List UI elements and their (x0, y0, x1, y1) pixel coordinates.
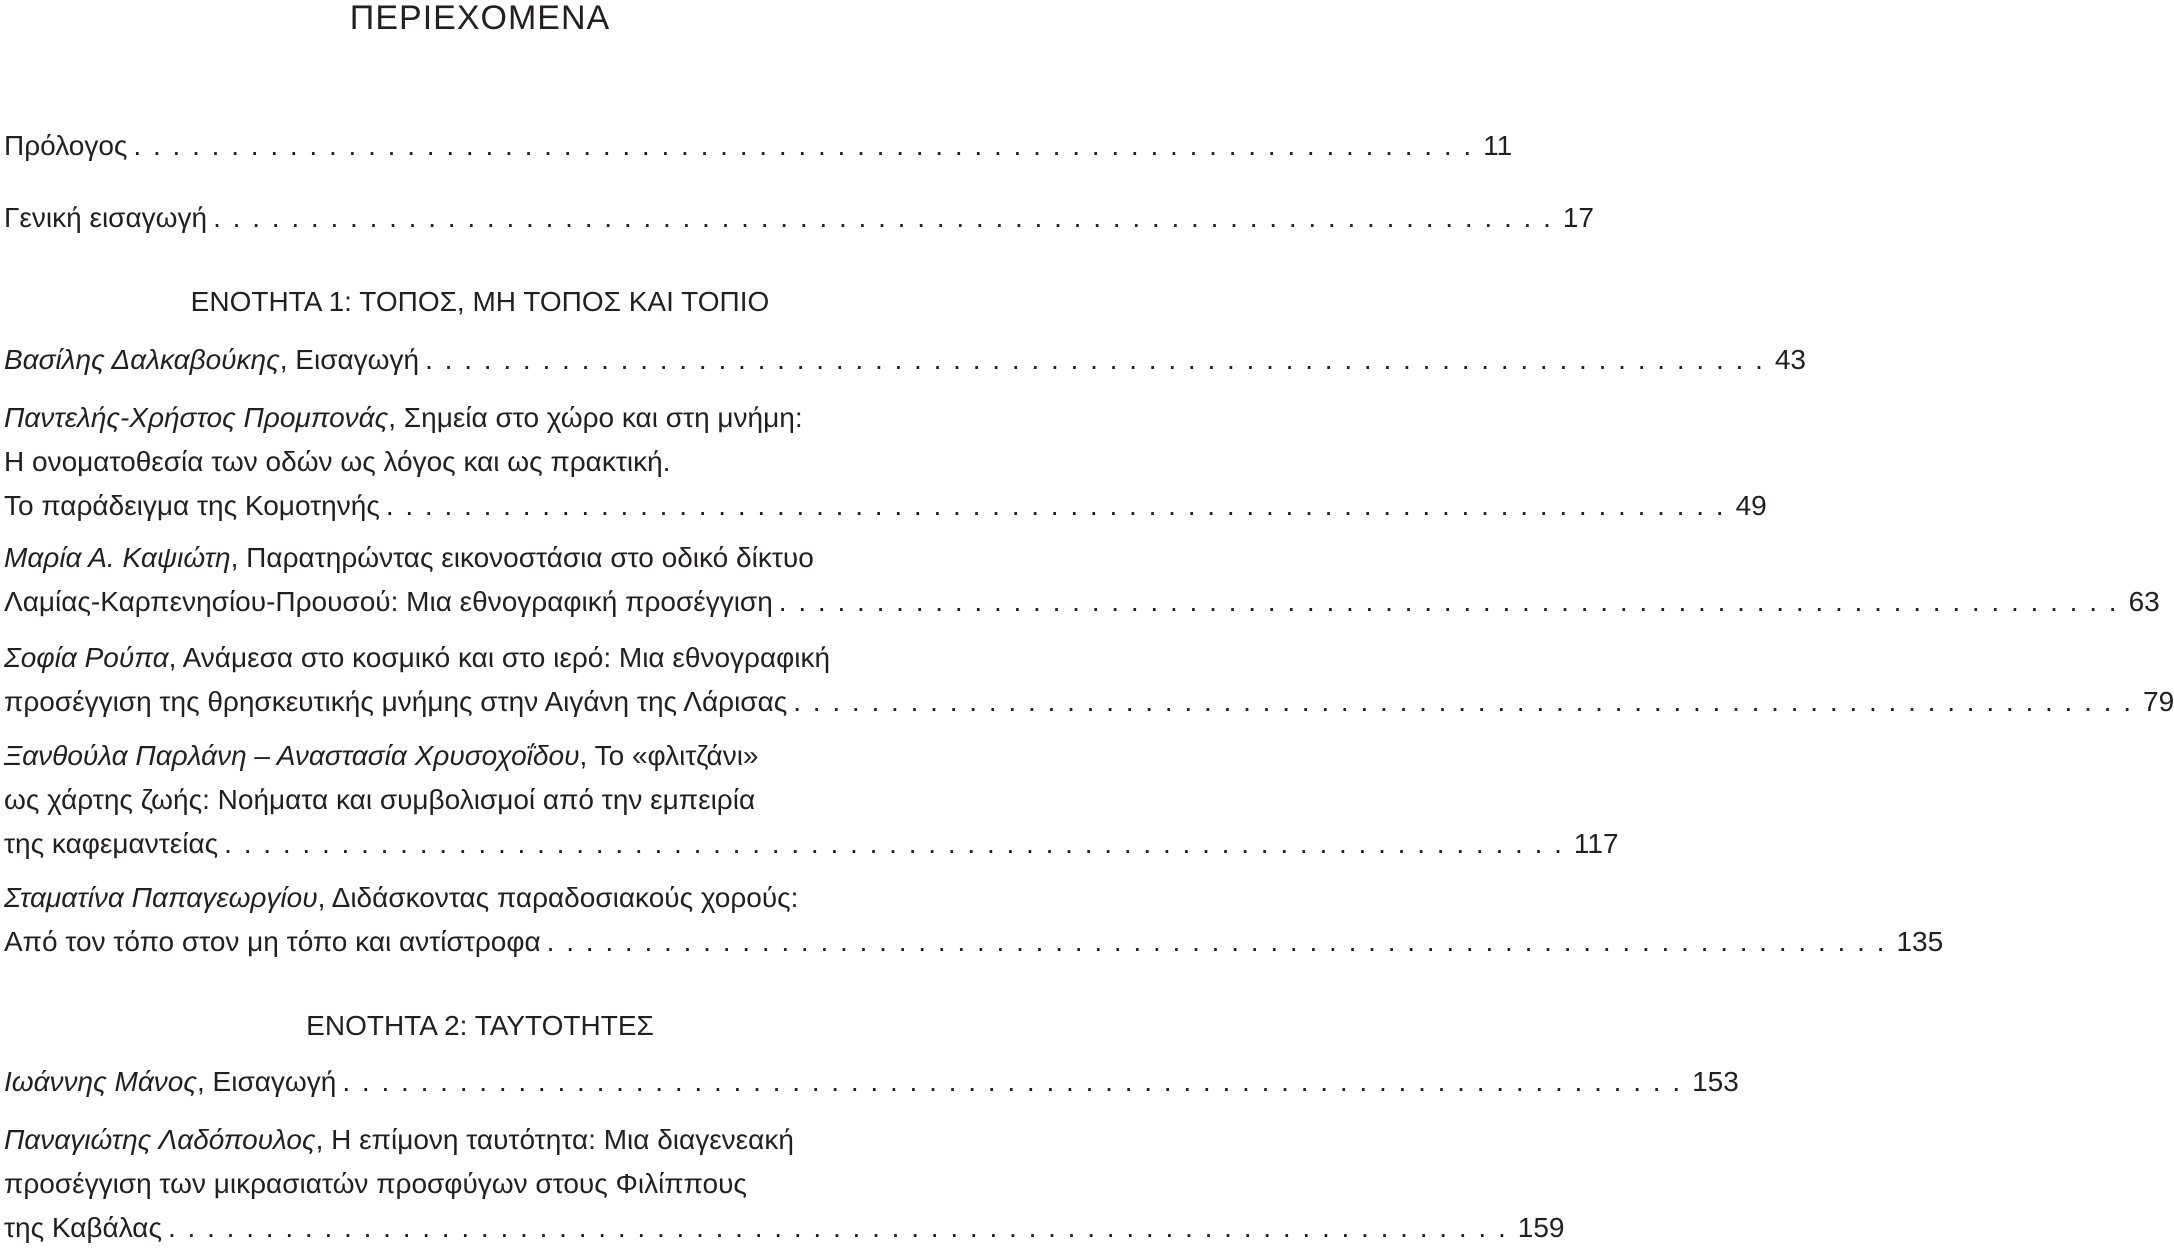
author-name: Βασίλης Δαλκαβούκης (4, 344, 280, 375)
page-number: 17 (1562, 202, 1595, 233)
page-number: 43 (1774, 344, 1807, 375)
toc-entry-title: , Εισαγωγή (196, 1066, 337, 1097)
toc-entry-title: , Παρατηρώντας εικονοστάσια στο οδικό δίκτυο (230, 542, 814, 573)
dot-leader: . . . . . . . . . . . . . . . . . . . . . . . . . . . . . . . . . . . . . . . . . . . . . . . . . . . . . . . . . . . . . . . . . . . . . (213, 202, 1553, 233)
toc-entry-title: , Διδάσκοντας παραδοσιακούς χορούς: (317, 882, 799, 913)
toc-entry-title: προσέγγιση της θρησκευτικής μνήμης στην Αιγάνη της Λάρισας (4, 686, 788, 717)
toc-entry-title: της καφεμαντείας (4, 828, 219, 859)
dot-leader: . . . . . . . . . . . . . . . . . . . . . . . . . . . . . . . . . . . . . . . . . . . . . . . . . . . . . . . . . . . . . . . . . . . . . (546, 926, 1887, 957)
toc-entry-prologue[interactable] (4, 124, 1513, 168)
page-number: 11 (1483, 130, 1513, 161)
toc-entry[interactable] (4, 536, 2160, 624)
dot-leader: . . . . . . . . . . . . . . . . . . . . . . . . . . . . . . . . . . . . . . . . . . . . . . . . . . . . . . . . . . . . . . . . . . . . . (793, 686, 2134, 717)
author-name: Μαρία Α. Καψιώτη (4, 542, 231, 573)
author-name: Ξανθούλα Παρλάνη – Αναστασία Χρυσοχοΐδου (4, 740, 580, 771)
page-number: 135 (1896, 926, 1944, 957)
page-title: ΠΕΡΙΕΧΟΜΕΝΑ (349, 0, 611, 37)
author-name: Παναγιώτης Λαδόπουλος (4, 1124, 316, 1155)
toc-entry-title: , Η επίμονη ταυτότητα: Μια διαγενεακή (315, 1124, 794, 1155)
toc-entry-title: της Καβάλας (4, 1212, 162, 1243)
dot-leader: . . . . . . . . . . . . . . . . . . . . . . . . . . . . . . . . . . . . . . . . . . . . . . . . . . . . . . . . . . . . . . . . . . . . . (224, 828, 1564, 859)
toc-entry[interactable] (4, 338, 1807, 382)
dot-leader: . . . . . . . . . . . . . . . . . . . . . . . . . . . . . . . . . . . . . . . . . . . . . . . . . . . . . . . . . . . . . . . . . . . . . (133, 130, 1474, 161)
author-name: Ιωάννης Μάνος (4, 1066, 197, 1097)
page-number: 153 (1692, 1066, 1739, 1097)
page-number: 79 (2143, 686, 2174, 717)
page-number: 159 (1517, 1212, 1565, 1243)
toc-entry[interactable] (4, 636, 2174, 724)
toc-entry-general-introduction[interactable] (4, 196, 1595, 240)
dot-leader: . . . . . . . . . . . . . . . . . . . . . . . . . . . . . . . . . . . . . . . . . . . . . . . . . . . . . . . . . . . . . . . . . . . . . (342, 1066, 1683, 1097)
dot-leader: . . . . . . . . . . . . . . . . . . . . . . . . . . . . . . . . . . . . . . . . . . . . . . . . . . . . . . . . . . . . . . . . . . . . . (385, 490, 1726, 521)
toc-entry-label: Γενική εισαγωγή (4, 202, 208, 233)
page-number: 63 (2128, 586, 2160, 617)
toc-entry[interactable] (4, 876, 1944, 964)
toc-entry[interactable] (4, 396, 1767, 528)
toc-entry-title: , Εισαγωγή (279, 344, 420, 375)
toc-entry-text (4, 1060, 336, 1104)
toc-entry[interactable] (4, 1118, 1565, 1250)
dot-leader: . . . . . . . . . . . . . . . . . . . . . . . . . . . . . . . . . . . . . . . . . . . . . . . . . . . . . . . . . . . . . . . . . . . . . (167, 1212, 1508, 1243)
toc-entry-title: , Σημεία στο χώρο και στη μνήμη: (388, 402, 803, 433)
toc-entry-text (4, 338, 419, 382)
section-heading-1: ΕΝΟΤΗΤΑ 1: ΤΟΠΟΣ, ΜΗ ΤΟΠΟΣ ΚΑΙ ΤΟΠΙΟ (190, 286, 770, 317)
author-name: Σοφία Ρούπα (4, 642, 169, 673)
page-number: 49 (1735, 490, 1767, 521)
page-number: 117 (1573, 828, 1619, 859)
dot-leader: . . . . . . . . . . . . . . . . . . . . . . . . . . . . . . . . . . . . . . . . . . . . . . . . . . . . . . . . . . . . . . . . . . . . . (778, 586, 2119, 617)
toc-entry[interactable] (4, 734, 1619, 866)
section-heading-2: ΕΝΟΤΗΤΑ 2: ΤΑΥΤΟΤΗΤΕΣ (306, 1010, 654, 1041)
toc-entry-label: Πρόλογος (4, 130, 128, 161)
toc-entry-title: Η ονοματοθεσία των οδών ως λόγος και ως πρακτική. (4, 446, 671, 477)
toc-entry-title: Από τον τόπο στον μη τόπο και αντίστροφα (4, 926, 541, 957)
author-name: Παντελής-Χρήστος Προμπονάς (4, 402, 389, 433)
author-name: Σταματίνα Παπαγεωργίου (4, 882, 318, 913)
toc-entry[interactable] (4, 1060, 1739, 1104)
toc-entry-title: ως χάρτης ζωής: Νοήματα και συμβολισμοί από την εμπειρία (4, 784, 756, 815)
toc-entry-title: Λαμίας-Καρπενησίου-Προυσού: Μια εθνογραφική προσέγγιση (4, 586, 773, 617)
toc-entry-title: , Ανάμεσα στο κοσμικό και στο ιερό: Μια εθνογραφική (168, 642, 831, 673)
toc-entry-title: , Το «φλιτζάνι» (579, 740, 759, 771)
toc-entry-title: Το παράδειγμα της Κομοτηνής (4, 490, 380, 521)
dot-leader: . . . . . . . . . . . . . . . . . . . . . . . . . . . . . . . . . . . . . . . . . . . . . . . . . . . . . . . . . . . . . . . . . . . . . (425, 344, 1765, 375)
toc-entry-title: προσέγγιση των μικρασιατών προσφύγων στους Φιλίππους (4, 1168, 747, 1199)
